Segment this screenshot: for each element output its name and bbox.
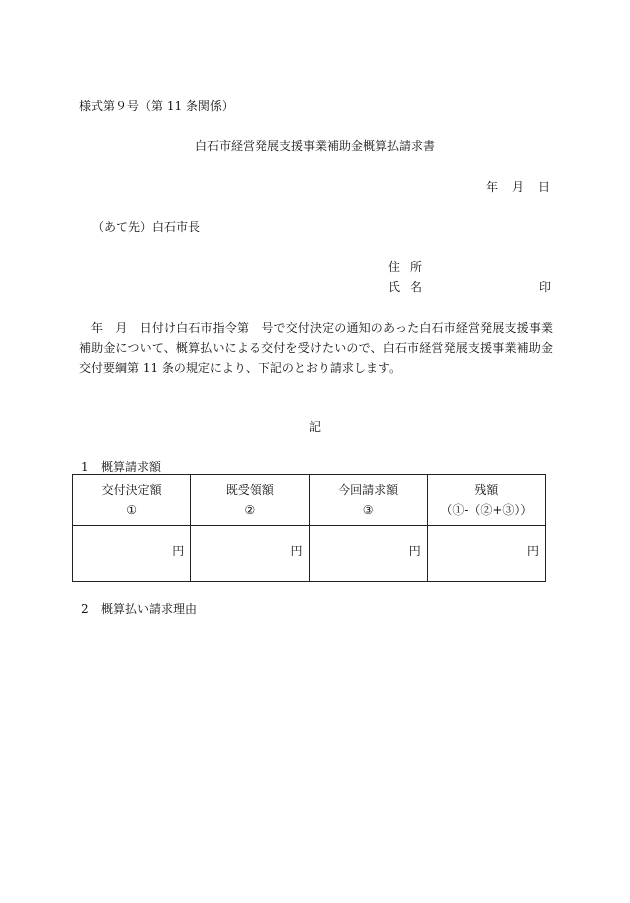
header-current-request [309,475,427,526]
header-sub: ① [126,503,137,517]
received-amount-cell [191,526,309,582]
header-label: 残額 [474,483,499,497]
date-day-label: 日 [537,180,550,194]
header-label: 既受領額 [225,483,274,497]
date-year-label: 年 [485,180,498,194]
header-label: 今回請求額 [338,483,399,497]
addressee: （あて先）白石市長 [92,220,201,234]
yen-unit: 円 [526,544,539,558]
header-sub: （①-（②+③）） [440,503,533,517]
yen-unit: 円 [290,544,303,558]
applicant-address-row [388,258,551,275]
name-label: 氏名 [388,280,433,294]
applicant-name-row [388,278,551,295]
remaining-amount-cell [427,526,545,582]
header-label: 交付決定額 [101,483,162,497]
yen-unit: 円 [408,544,421,558]
header-sub: ③ [362,503,374,517]
header-decided-amount [73,475,191,526]
header-remaining-amount [427,475,545,526]
header-sub: ② [244,503,256,517]
section-2-number: 2 [81,602,89,616]
date-month-label: 月 [511,180,524,194]
document-title: 白石市経営発展支援事業補助金概算払請求書 [194,139,435,153]
address-label: 住所 [388,260,433,274]
section-2-heading [81,600,197,617]
section-1-number: 1 [81,460,89,474]
decided-amount-cell [73,526,191,582]
section-1-heading [81,458,161,475]
amount-table-header-row [73,475,546,526]
date-line [486,178,550,195]
section-1-title: 概算請求額 [101,460,162,474]
request-body-text: 年 月 日付け白石市指令第 号で交付決定の通知のあった白石市経営発展支援事業補助金について、概算払いによる交付を受けたいので、白石市経営発展支援事業補助金交付要綱第 11 条の規定により、下記のとおり請求します。 [79,321,553,375]
form-number: 様式第９号（第 11 条関係） [79,99,234,113]
yen-unit: 円 [172,544,185,558]
section-2-title: 概算払い請求理由 [101,602,198,616]
header-received-amount [191,475,309,526]
current-request-cell [309,526,427,582]
amount-table-value-row [73,526,546,582]
amount-table [72,474,546,582]
note-mark: 記 [308,420,321,434]
seal-mark: 印 [538,280,551,294]
